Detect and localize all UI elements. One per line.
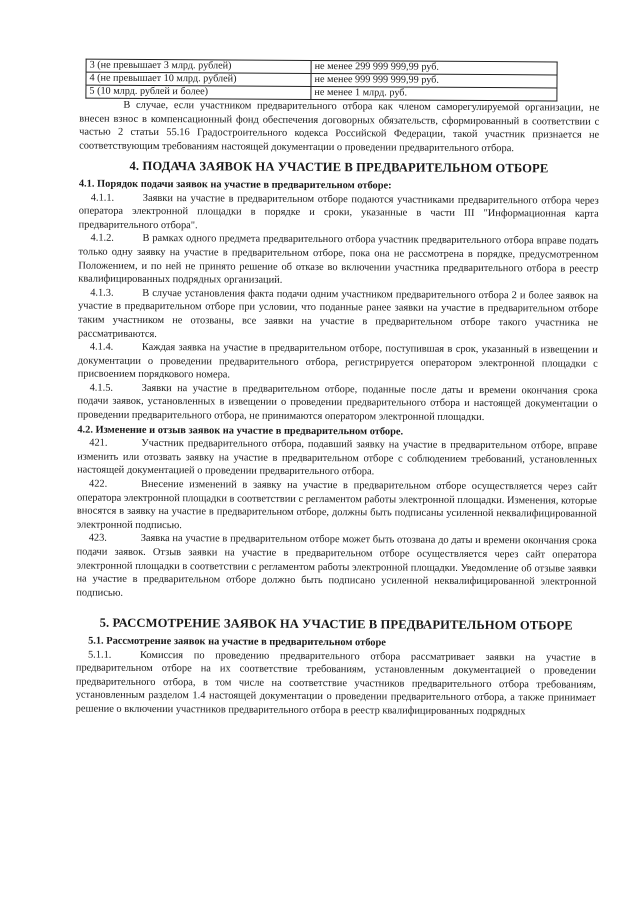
section-5-heading: 5. РАССМОТРЕНИЕ ЗАЯВОК НА УЧАСТИЕ В ПРЕДВАРИТЕЛЬНОМ ОТБОРЕ <box>99 616 573 633</box>
intro-paragraph: В случае, если участником предварительного отбора как членом саморегулируемой организации, не внесен взнос в компенсационный фонд обеспечения договорных обязательств, сформированный в соответствии с частью 2 статьи 55.16 Градостроительного кодекса Российской Федерации, такой участник признается не соответствующим требованиям настоящей документации о проведении предварительного отбора. <box>79 99 600 154</box>
clause-4-1-5 <box>77 381 597 425</box>
clause-number: 4.1.5. <box>89 382 114 394</box>
clause-4-1-1 <box>79 191 599 235</box>
clause-number: 4.1.3. <box>90 287 114 299</box>
subsection-5-1-heading: 5.1. Рассмотрение заявок на участие в предварительном отборе <box>88 635 386 649</box>
clause-number: 4.1.2. <box>90 232 114 245</box>
clause-text: Заявки на участие в предварительном отборе подаются участниками предварительного отбора через оператора электронной площадки в порядке и сроки, указанные в части III "Информационная карта предварительного отбора". <box>78 192 599 232</box>
clause-4-2-3 <box>76 532 596 603</box>
clause-4-2-2 <box>77 478 597 536</box>
clause-number: 421. <box>89 437 108 449</box>
clause-4-1-2 <box>78 232 598 290</box>
amount-cell: не менее 299 999 999,99 руб. <box>311 60 557 75</box>
clause-text: Заявка на участие в предварительном отборе может быть отозвана до даты и времени окончания срока подачи заявок. Отзыв заявки на участие в предварительном отборе осуществляется через сайт оператора электронной площадки в соответствии с регламентом работы электронной площадки. Уведомление об отзыве заявки на участие в предварительном отборе должно быть подписано усиленной неквалифицированной электронной подписью. <box>76 533 597 599</box>
clause-5-1-1 <box>76 648 596 719</box>
clause-4-1-3 <box>78 286 598 344</box>
clause-4-1-4 <box>78 341 598 385</box>
clause-number: 4.1.1. <box>90 192 115 204</box>
clause-text: Участник предварительного отбора, подавший заявку на участие в предварительном отборе, вправе изменить или отозвать заявку на участие в предварительном отборе с соблюдением требований, установленных настоящей документацией о проведении предварительного отбора. <box>77 438 598 478</box>
clause-text: Заявки на участие в предварительном отборе, поданные после даты и времени окончания срока подачи заявок, установленных в извещении о проведении предварительного отбора и настоящей документации о проведении предварительного отбора, не принимаются оператором электронной площадки. <box>77 382 598 424</box>
clause-text: Каждая заявка на участие в предварительном отборе, поступившая в срок, указанный в извещении и документации о проведении предварительного отбора, регистрируется оператором электронной площадки с присвоением порядкового номера. <box>77 342 598 381</box>
clause-text: Внесение изменений в заявку на участие в предварительном отборе осуществляется через сайт оператора электронной площадки в соответствии с регламентом работы электронной площадки. Изменения, которые вносятся в заявку на участие в предварительном отборе, должны быть подписаны усиленной неквалифицированной электронной подписью. <box>76 478 598 531</box>
clause-4-2-1 <box>77 437 597 481</box>
section-4-heading: 4. ПОДАЧА ЗАЯВОК НА УЧАСТИЕ В ПРЕДВАРИТЕЛЬНОМ ОТБОРЕ <box>129 159 549 176</box>
clause-number: 5.1.1. <box>87 649 112 661</box>
subsection-4-2-heading: 4.2. Изменение и отзыв заявок на участие в предварительном отборе. <box>77 424 404 438</box>
amount-cell: не менее 1 млрд. руб. <box>311 86 557 101</box>
clause-text: Комиссия по проведению предварительного отбора рассматривает заявки на участие в предварительном отборе на их соответствие требованиям, установленным документацией о проведении предварительного отбора, в том числе на соответствие участников предварительного отбора требованиям, установленным разделом 1.4 настоящей документации о проведении предварительного отбора, а также принимает решение о включении участников предварительного отбора в реестр квалифицированных подрядных <box>75 649 597 718</box>
liability-levels-table <box>85 59 557 102</box>
spacer <box>76 600 596 613</box>
amount-cell: не менее 999 999 999,99 руб. <box>311 73 557 88</box>
level-cell: 4 (не превышает 10 млрд. рублей) <box>86 72 311 86</box>
clause-text: В рамках одного предмета предварительного отбора участник предварительного отбора вправе подать только одну заявку на участие в предварительном отборе, пока она не рассмотрена в порядке, предусмотренном Положением, и по ней не принято решение об отказе во включении участника предварительного отбора в реестр квалифицированных подрядных организаций. <box>78 233 599 286</box>
level-cell: 3 (не превышает 3 млрд. рублей) <box>86 59 311 73</box>
clause-number: 423. <box>88 533 107 545</box>
level-cell: 5 (10 млрд. рублей и более) <box>86 85 311 99</box>
subsection-4-1-heading: 4.1. Порядок подачи заявок на участие в предварительном отборе: <box>78 178 392 192</box>
clause-text: В случае установления факта подачи одним участником предварительного отбора 2 и более заявок на участие в предварительном отборе при условии, что поданные ранее заявки на участие в предварительном отборе таким участником не отозваны, все заявки на участие в предварительном отборе такого участника не рассматриваются. <box>77 287 599 340</box>
clause-number: 422. <box>89 478 108 490</box>
clause-number: 4.1.4. <box>89 341 114 353</box>
